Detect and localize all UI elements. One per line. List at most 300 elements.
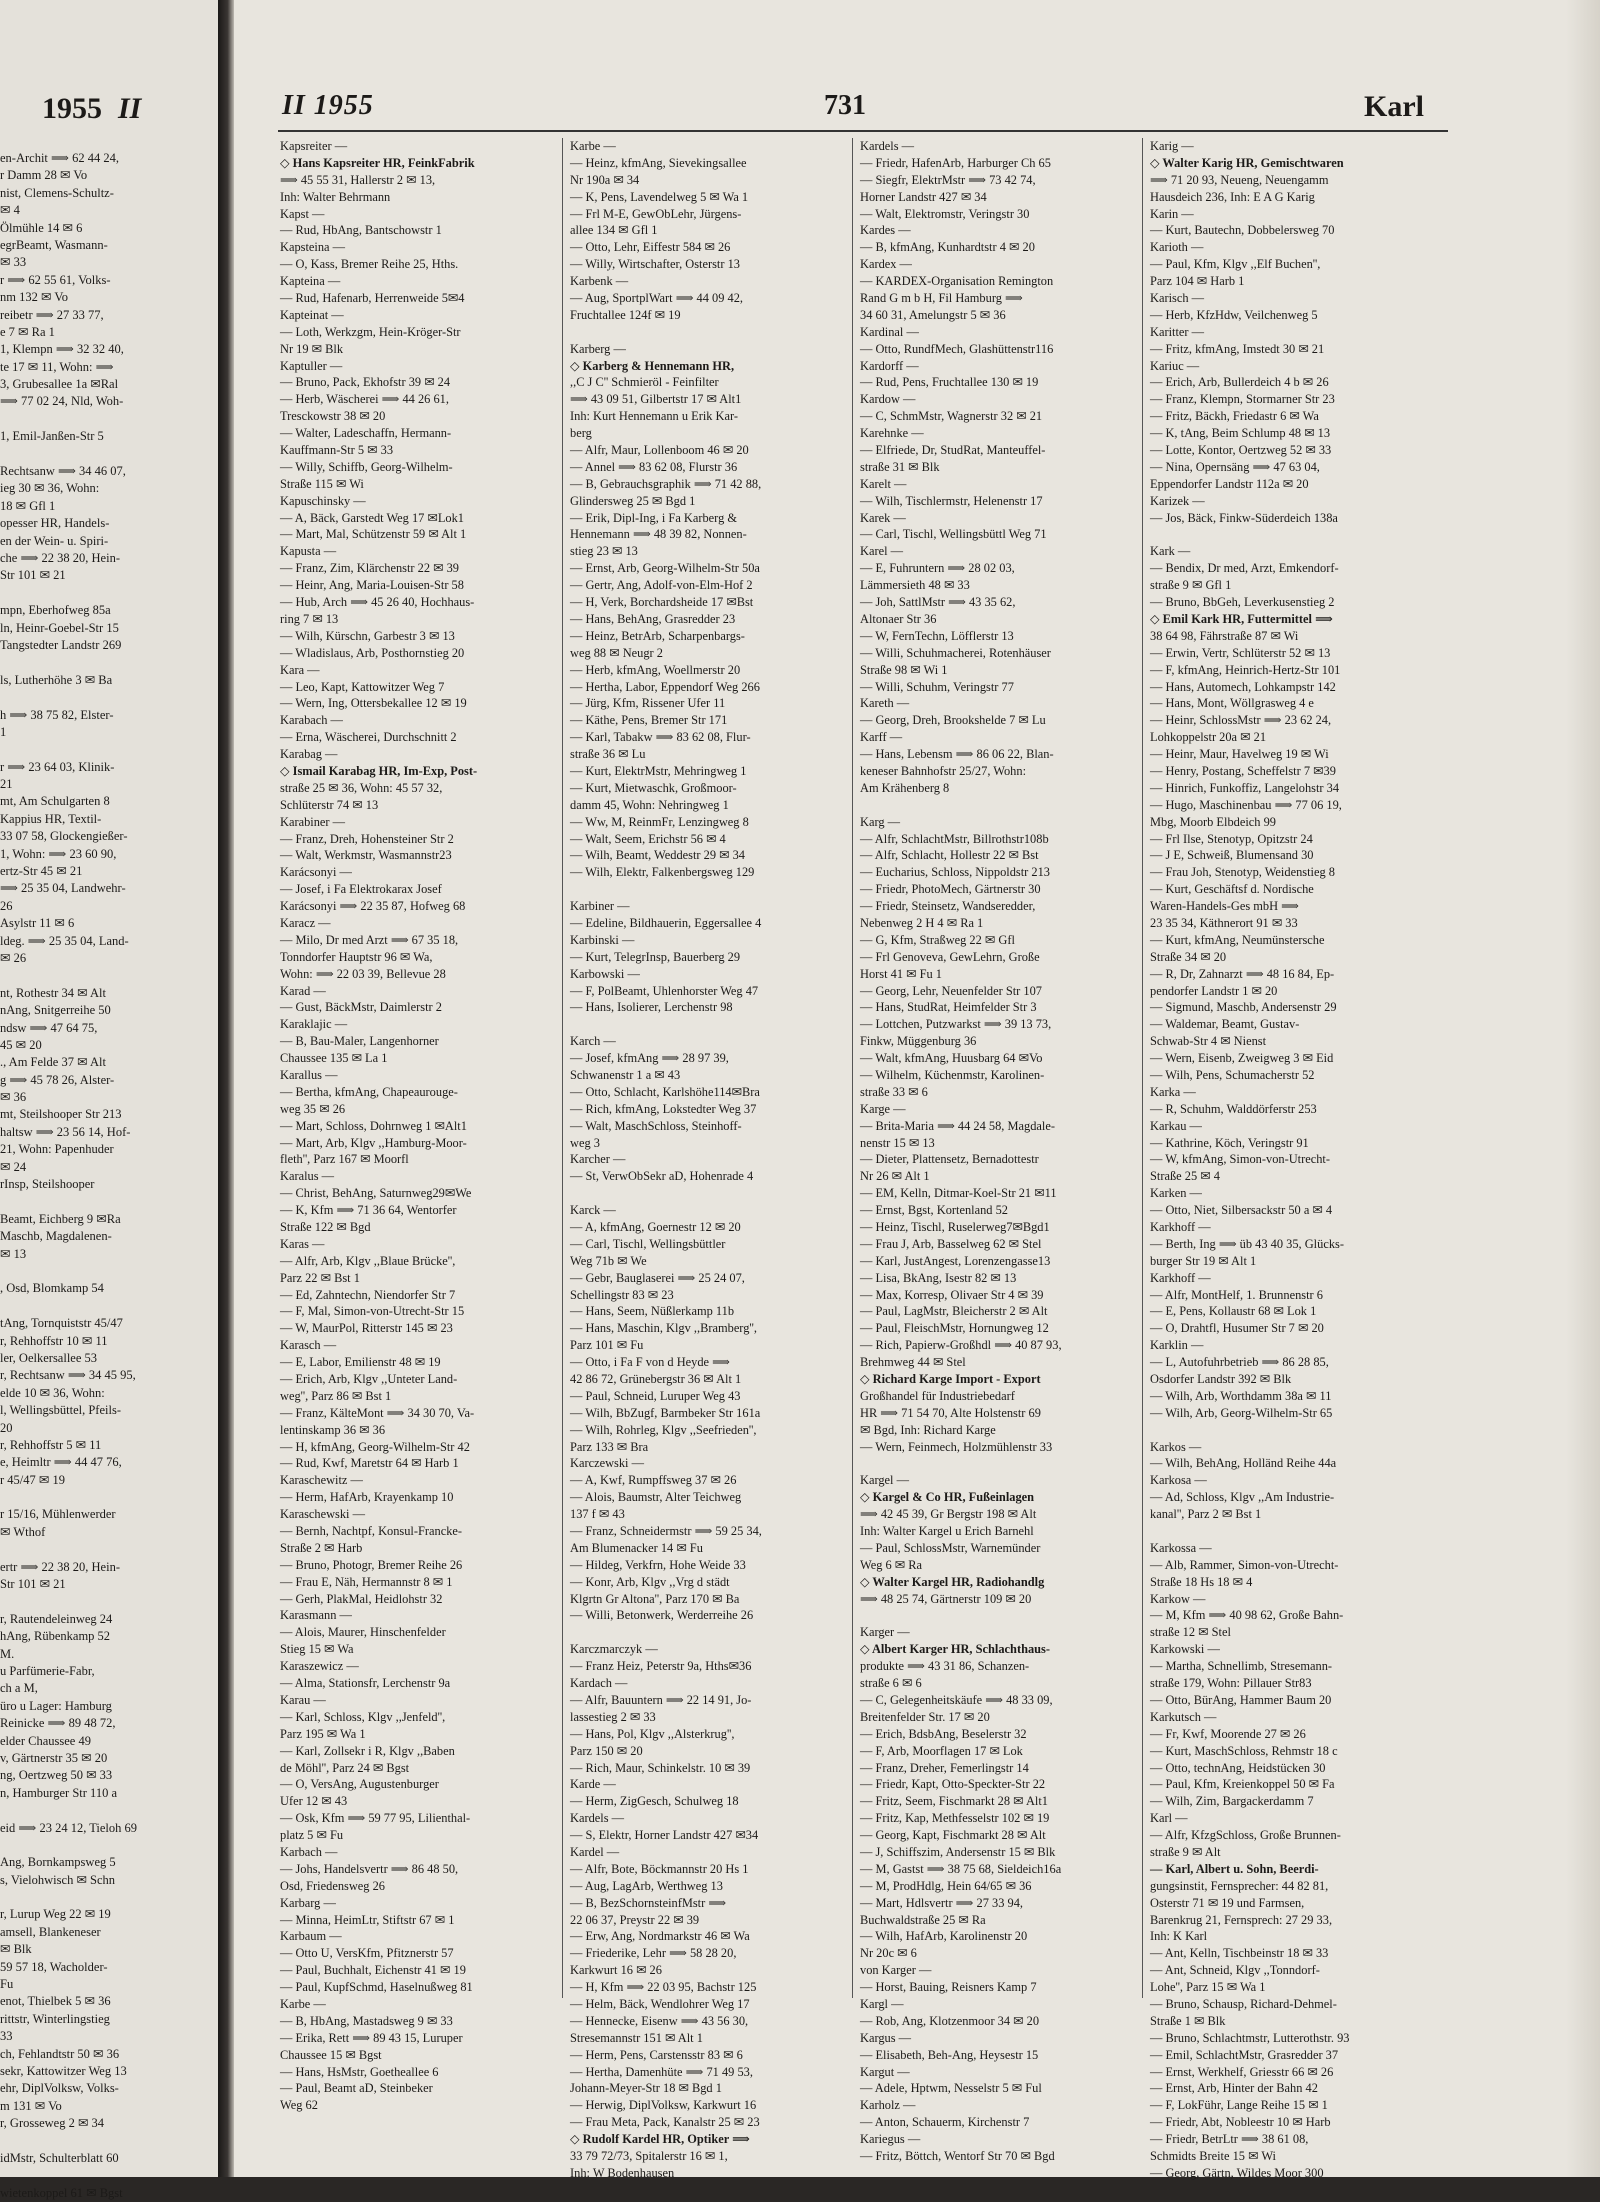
directory-entry-line: — Wilh, Kürschn, Garbestr 3 ✉ 13 <box>280 628 455 643</box>
directory-entry-line: Kardex — <box>860 257 912 272</box>
directory-entry-line: 42 86 72, Grünebergstr 36 ✉ Alt 1 <box>570 1372 742 1387</box>
directory-entry-line: — Alfr, Bote, Böckmannstr 20 Hs 1 <box>570 1861 749 1876</box>
directory-entry-line: Karaschewski — <box>280 1507 365 1522</box>
directory-entry-line: Weg 6 ✉ Ra <box>860 1557 923 1572</box>
directory-entry-line: — Kurt, kfmAng, Neumünstersche <box>1150 932 1325 947</box>
directory-entry-line: stieg 23 ✉ 13 <box>570 544 638 559</box>
directory-entry-line: Kariegus — <box>860 2132 921 2147</box>
directory-entry-line: — Rud, Hafenarb, Herrenweide 5✉4 <box>280 291 465 306</box>
left-page-line: ng, Oertzweg 50 ✉ 33 <box>0 1768 113 1783</box>
directory-entry-line: Karabach — <box>280 713 343 728</box>
directory-entry-line: Kapsteina — <box>280 240 346 255</box>
directory-entry-line: — H, kfmAng, Georg-Wilhelm-Str 42 <box>280 1439 470 1454</box>
directory-entry-line: — Henry, Postang, Scheffelstr 7 ✉39 <box>1150 763 1336 778</box>
directory-entry-line: Karioth — <box>1150 240 1204 255</box>
left-page-line: r, Rehhoffstr 5 ✉ 11 <box>0 1437 102 1452</box>
directory-entry-line: — Brita-Maria ⟹ 44 24 58, Magdale- <box>860 1118 1055 1133</box>
directory-entry-line: — Christ, BehAng, Saturnweg29✉We <box>280 1186 472 1201</box>
directory-entry-line: — R, Dr, Zahnarzt ⟹ 48 16 84, Ep- <box>1150 966 1335 981</box>
directory-entry-line: — Otto, Lehr, Eiffestr 584 ✉ 26 <box>570 240 731 255</box>
directory-entry-line: Mbg, Moorb Elbdeich 99 <box>1150 814 1276 829</box>
left-page-line: ieg 30 ✉ 36, Wohn: <box>0 481 100 496</box>
directory-entry-line: Parz 133 ✉ Bra <box>570 1439 649 1454</box>
directory-entry-line: — Bruno, Pack, Ekhofstr 39 ✉ 24 <box>280 375 451 390</box>
directory-entry-line: Altonaer Str 36 <box>860 611 937 626</box>
directory-entry-line: Karg — <box>860 814 901 829</box>
directory-entry-line: Karbe — <box>280 1996 326 2011</box>
directory-entry-line: — K, Pens, Lavendelweg 5 ✉ Wa 1 <box>570 189 749 204</box>
left-page-line: 21 <box>0 777 13 792</box>
directory-entry-line: — Aug, SportplWart ⟹ 44 09 42, <box>570 291 744 306</box>
directory-entry-line: — Lottchen, Putzwarkst ⟹ 39 13 73, <box>860 1017 1052 1032</box>
left-page-line: eid ⟹ 23 24 12, Tieloh 69 <box>0 1820 138 1835</box>
directory-entry-line: — Rud, Pens, Fruchtallee 130 ✉ 19 <box>860 375 1039 390</box>
directory-entry-line: — Loth, Werkzgm, Hein-Kröger-Str <box>280 324 461 339</box>
directory-entry-line: — Franz, Schneidermstr ⟹ 59 25 34, <box>570 1524 762 1539</box>
directory-entry-line: — Heinr, Ang, Maria-Louisen-Str 58 <box>280 578 464 593</box>
directory-entry-line: — L, Autofuhrbetrieb ⟹ 86 28 85, <box>1150 1355 1329 1370</box>
directory-entry-line: Schwanenstr 1 a ✉ 43 <box>570 1067 681 1082</box>
directory-entry-line: straße 33 ✉ 6 <box>860 1084 928 1099</box>
directory-entry-line: Karel — <box>860 544 904 559</box>
directory-entry-line: — J, Schiffszim, Andersenstr 15 ✉ Blk <box>860 1844 1056 1859</box>
directory-entry-line: Osdorfer Landstr 392 ✉ Blk <box>1150 1372 1292 1387</box>
directory-entry-line: — W, kfmAng, Simon-von-Utrecht- <box>1150 1152 1330 1167</box>
left-page-line: ✉ Wthof <box>0 1524 46 1539</box>
directory-entry-line: — Friedr, BetrLtr ⟹ 38 61 08, <box>1150 2132 1309 2147</box>
directory-entry-line: 34 60 31, Amelungstr 5 ✉ 36 <box>860 307 1006 322</box>
directory-entry-line: Straße 1 ✉ Blk <box>1150 2013 1226 2028</box>
directory-entry-line: Lämmersieth 48 ✉ 33 <box>860 578 970 593</box>
directory-entry-line: — E, Pens, Kollaustr 68 ✉ Lok 1 <box>1150 1304 1317 1319</box>
left-page-line: r, Rechtsanw ⟹ 34 45 95, <box>0 1368 136 1383</box>
directory-entry-line <box>860 1607 1130 1624</box>
directory-entry-line: — Alfr, Arb, Klgv ,,Blaue Brücke'', <box>280 1253 456 1268</box>
right-page <box>234 0 1600 2180</box>
directory-entry-line: — Hans, BehAng, Grasredder 23 <box>570 611 736 626</box>
directory-entry-line: — Rich, kfmAng, Lokstedter Weg 37 <box>570 1101 757 1116</box>
directory-entry-line: — Osk, Kfm ⟹ 59 77 95, Lilienthal- <box>280 1811 471 1826</box>
directory-entry-line: — Hans, Lebensm ⟹ 86 06 22, Blan- <box>860 747 1054 762</box>
left-page-line: idMstr, Schulterblatt 60 <box>0 2150 119 2165</box>
directory-entry-line: Karaszewicz — <box>280 1659 359 1674</box>
directory-entry-line: Horner Landstr 427 ✉ 34 <box>860 189 987 204</box>
directory-entry-line: — Kurt, Mietwaschk, Großmoor- <box>570 780 737 795</box>
directory-entry-line: Klgrtn Gr Altona'', Parz 170 ✉ Ba <box>570 1591 740 1606</box>
left-page-line: en der Wein- u. Spiri- <box>0 533 109 548</box>
directory-entry-line: ◇ Walter Karig HR, Gemischtwaren <box>1150 155 1344 170</box>
directory-entry-line: — Walt, Seem, Erichstr 56 ✉ 4 <box>570 831 726 846</box>
directory-entry-line: — Mart, Arb, Klgv ,,Hamburg-Moor- <box>280 1135 467 1150</box>
directory-entry-line: Kargl — <box>860 1996 904 2011</box>
directory-entry-line: HR ⟹ 71 54 70, Alte Holstenstr 69 <box>860 1405 1041 1420</box>
directory-entry-line: — Bruno, Photogr, Bremer Reihe 26 <box>280 1557 463 1572</box>
directory-entry-line: — J E, Schweiß, Blumensand 30 <box>1150 848 1314 863</box>
directory-entry-line: — H, Verk, Borchardsheide 17 ✉Bst <box>570 595 754 610</box>
directory-entry-line: Karch — <box>570 1034 616 1049</box>
directory-entry-line: — Paul, Schneid, Luruper Weg 43 <box>570 1388 741 1403</box>
directory-entry-line: Nr 26 ✉ Alt 1 <box>860 1169 930 1184</box>
directory-entry-line: Straße 34 ✉ 20 <box>1150 949 1227 964</box>
left-page-line: Rechtsanw ⟹ 34 46 07, <box>0 464 126 479</box>
directory-entry-line: Karaklajic — <box>280 1017 348 1032</box>
directory-entry-line: — Karl, JustAngest, Lorenzengasse13 <box>860 1253 1051 1268</box>
directory-entry-line: — Rich, Papierw-Großhdl ⟹ 40 87 93, <box>860 1338 1062 1353</box>
directory-entry-line: Kargel — <box>860 1473 909 1488</box>
directory-entry-line: Karbaum — <box>280 1929 342 1944</box>
directory-entry-line: Nr 190a ✉ 34 <box>570 172 640 187</box>
directory-entry-line: — Otto U, VersKfm, Pfitznerstr 57 <box>280 1946 454 1961</box>
directory-entry-line: — Georg, Dreh, Brookshelde 7 ✉ Lu <box>860 713 1046 728</box>
directory-entry-line: — Friederike, Lehr ⟹ 58 28 20, <box>570 1946 737 1961</box>
directory-entry-line: — Lisa, BkAng, Isestr 82 ✉ 13 <box>860 1270 1017 1285</box>
directory-entry-line: ◇ Ismail Karabag HR, Im-Exp, Post- <box>280 763 478 778</box>
directory-entry-line: Karkau — <box>1150 1118 1202 1133</box>
directory-entry-line: — Wilh, Rohrleg, Klgv ,,Seefrieden'', <box>570 1422 757 1437</box>
directory-entry-line: Kariuc — <box>1150 358 1200 373</box>
directory-entry-line: — B, HbAng, Mastadsweg 9 ✉ 33 <box>280 2013 453 2028</box>
directory-entry-line: — Heinr, SchlossMstr ⟹ 23 62 24, <box>1150 713 1332 728</box>
directory-entry-line: Kapusta — <box>280 544 337 559</box>
left-page-line: r 45/47 ✉ 19 <box>0 1472 65 1487</box>
directory-entry-line: Rand G m b H, Fil Hamburg ⟹ <box>860 291 1023 306</box>
left-page-line: en-Archit ⟹ 62 44 24, <box>0 151 119 165</box>
directory-entry-line: — Paul, KupfSchmd, Haselnußweg 81 <box>280 1980 473 1995</box>
left-page-line: nAng, Snitgerreihe 50 <box>0 1003 111 1018</box>
directory-entry-line: — Paul, Kfm, Kreienkoppel 50 ✉ Fa <box>1150 1777 1335 1792</box>
directory-entry-line: — Paul, FleischMstr, Hornungweg 12 <box>860 1321 1049 1336</box>
directory-entry-line: Karkhoff — <box>1150 1270 1211 1285</box>
directory-entry-line: straße 9 ✉ Gfl 1 <box>1150 578 1232 593</box>
directory-entry-line: Karck — <box>570 1203 616 1218</box>
directory-entry-line: — M, ProdHdlg, Hein 64/65 ✉ 36 <box>860 1878 1032 1893</box>
directory-entry-line: Karbe — <box>570 139 616 153</box>
directory-entry-line: pendorfer Landstr 1 ✉ 20 <box>1150 983 1278 998</box>
directory-entry-line: — Frl M-E, GewObLehr, Jürgens- <box>570 206 742 221</box>
left-page-line: te 17 ✉ 11, Wohn: ⟹ <box>0 359 114 374</box>
directory-entry-line: — Konr, Arb, Klgv ,,Vrg d städt <box>570 1574 730 1589</box>
directory-entry-line: — Hans, Maschin, Klgv ,,Bramberg'', <box>570 1321 757 1336</box>
left-page-line: ndsw ⟹ 47 64 75, <box>0 1020 98 1035</box>
left-page-line: 26 <box>0 898 13 913</box>
directory-entry-line: Kardes — <box>860 223 911 238</box>
directory-entry-line: — Franz, KälteMont ⟹ 34 30 70, Va- <box>280 1405 475 1420</box>
directory-entry-line: — Ernst, Bgst, Kortenland 52 <box>860 1203 1008 1218</box>
directory-entry-line: — Fr, Kwf, Moorende 27 ✉ 26 <box>1150 1726 1306 1741</box>
left-page-line: haltsw ⟹ 23 56 14, Hof- <box>0 1124 131 1139</box>
directory-entry-line <box>570 1624 840 1641</box>
directory-entry-line: — Franz, Dreher, Femerlingstr 14 <box>860 1760 1029 1775</box>
directory-entry-line: straße 31 ✉ Blk <box>860 459 940 474</box>
directory-entry-line: — B, kfmAng, Kunhardtstr 4 ✉ 20 <box>860 240 1035 255</box>
left-page-line: ✉ Blk <box>0 1942 32 1957</box>
left-page-line: ehr, DiplVolksw, Volks- <box>0 2081 119 2096</box>
directory-entry-line: — Carl, Tischl, Wellingsbüttler <box>570 1236 726 1251</box>
directory-entry-line: — Kurt, TelegrInsp, Bauerberg 29 <box>570 949 741 964</box>
left-page-line: e 7 ✉ Ra 1 <box>0 324 55 339</box>
directory-entry-line <box>570 1185 840 1202</box>
left-page-line: , Osd, Blomkamp 54 <box>0 1281 104 1296</box>
directory-entry-line: ◇ Rudolf Kardel HR, Optiker ⟹ <box>570 2132 750 2147</box>
directory-entry-line: — C, Gelegenheitskäufe ⟹ 48 33 09, <box>860 1692 1053 1707</box>
left-page-line: 59 57 18, Wacholder- <box>0 1959 108 1974</box>
left-page-line: wietenkoppel 61 ✉ Bgst <box>0 2185 123 2200</box>
directory-entry-line: Karabag — <box>280 747 338 762</box>
left-page-line <box>0 1541 212 1558</box>
directory-entry-line: straße 12 ✉ Stel <box>1150 1625 1231 1640</box>
directory-entry-line: — R, Schuhm, Walddörferstr 253 <box>1150 1101 1317 1116</box>
left-page-line: Str 101 ✉ 21 <box>0 568 66 583</box>
directory-entry-line: weg'', Parz 86 ✉ Bst 1 <box>280 1388 392 1403</box>
left-page-line: mt, Am Schulgarten 8 <box>0 794 110 809</box>
directory-entry-line: fleth'', Parz 167 ✉ Moorfl <box>280 1152 409 1167</box>
directory-entry-line: — Fritz, Seem, Fischmarkt 28 ✉ Alt1 <box>860 1794 1048 1809</box>
left-page-line <box>0 411 212 428</box>
directory-entry-line: Parz 195 ✉ Wa 1 <box>280 1726 366 1741</box>
directory-entry-line: Kapuschinsky — <box>280 493 366 508</box>
directory-entry-line: Kara — <box>280 662 320 677</box>
directory-entry-line: Karczewski — <box>570 1456 644 1471</box>
directory-entry-line: — Hinrich, Funkoffiz, Langelohstr 34 <box>1150 780 1340 795</box>
directory-entry-line: — Alois, Baumstr, Alter Teichweg <box>570 1490 742 1505</box>
directory-entry-line: — O, Kass, Bremer Reihe 25, Hths. <box>280 257 459 272</box>
directory-entry-line: — Adele, Hptwm, Nesselstr 5 ✉ Ful <box>860 2081 1042 2096</box>
directory-entry-line: — Hans, Pol, Klgv ,,Alsterkrug'', <box>570 1726 735 1741</box>
directory-entry-line: lentinskamp 36 ✉ 36 <box>280 1422 386 1437</box>
directory-entry-line: ⟹ 71 20 93, Neueng, Neuengamm <box>1150 172 1329 187</box>
directory-entry-line: — Hans, StudRat, Heimfelder Str 3 <box>860 1000 1037 1015</box>
directory-entry-line: — Franz, Klempn, Stormarner Str 23 <box>1150 392 1335 407</box>
directory-entry-line: Karberg — <box>570 341 626 356</box>
directory-entry-line: — Helm, Bäck, Wendlohrer Weg 17 <box>570 1996 750 2011</box>
left-page-line: ch, Fehlandtstr 50 ✉ 36 <box>0 2046 120 2061</box>
directory-entry-line: Kark — <box>1150 544 1191 559</box>
directory-entry-line: Barenkrug 21, Fernsprech: 27 29 33, <box>1150 1912 1333 1927</box>
directory-entry-line: Inh: K Karl <box>1150 1929 1208 1944</box>
directory-entry-line: kanal'', Parz 2 ✉ Bst 1 <box>1150 1507 1262 1522</box>
directory-entry-line: — Friedr, Kapt, Otto-Speckter-Str 22 <box>860 1777 1046 1792</box>
directory-entry-line: — Otto, Niet, Silbersackstr 50 a ✉ 4 <box>1150 1203 1333 1218</box>
directory-entry-line: 38 64 98, Fährstraße 87 ✉ Wi <box>1150 628 1299 643</box>
header-rule <box>278 130 1448 132</box>
directory-entry-line: — Eucharius, Schloss, Nippoldstr 213 <box>860 865 1050 880</box>
left-page-line: v, Gärtnerstr 35 ✉ 20 <box>0 1750 108 1765</box>
left-page-column <box>0 150 212 2202</box>
left-page-line: r, Grosseweg 2 ✉ 34 <box>0 2116 105 2131</box>
running-head-word: Karl <box>1364 90 1424 123</box>
directory-entry-line: — Heinr, Maur, Havelweg 19 ✉ Wi <box>1150 747 1329 762</box>
directory-entry-line: de Möhl'', Parz 24 ✉ Bgst <box>280 1760 410 1775</box>
directory-entry-line <box>860 1455 1130 1472</box>
directory-entry-line: Karehnke — <box>860 426 924 441</box>
directory-entry-line: — Otto, i Fa F von d Heyde ⟹ <box>570 1355 730 1370</box>
directory-entry-line: — Willi, Schuhmacherei, Rotenhäuser <box>860 645 1051 660</box>
directory-entry-line: Horst 41 ✉ Fu 1 <box>860 966 942 981</box>
left-page-line: ch a M, <box>0 1681 38 1696</box>
directory-entry-line: — Ant, Schneid, Klgv ,,Tonndorf- <box>1150 1963 1320 1978</box>
directory-entry-line: von Karger — <box>860 1963 932 1978</box>
directory-entry-line <box>1150 1422 1420 1439</box>
directory-entry-line: — A, Kwf, Rumpffsweg 37 ✉ 26 <box>570 1473 737 1488</box>
directory-entry-line: — C, SchmMstr, Wagnerstr 32 ✉ 21 <box>860 409 1043 424</box>
left-page-line: elde 10 ✉ 36, Wohn: <box>0 1385 105 1400</box>
directory-entry-line: — Kurt, MaschSchloss, Rehmstr 18 c <box>1150 1743 1338 1758</box>
directory-entry-line: — Gebr, Bauglaserei ⟹ 25 24 07, <box>570 1270 745 1285</box>
left-page-line: h ⟹ 38 75 82, Elster- <box>0 707 114 722</box>
directory-entry-line: — Willi, Betonwerk, Werderreihe 26 <box>570 1608 754 1623</box>
directory-entry-line: — Otto, BürAng, Hammer Baum 20 <box>1150 1692 1332 1707</box>
directory-entry-line: Kardels — <box>570 1811 625 1826</box>
left-page-line: ✉ 13 <box>0 1246 27 1261</box>
directory-entry-line: Großhandel für Industriebedarf <box>860 1388 1015 1403</box>
directory-entry-line: — Emil, SchlachtMstr, Grasredder 37 <box>1150 2047 1339 2062</box>
directory-entry-line: Karkosa — <box>1150 1473 1207 1488</box>
directory-entry-line: — Elisabeth, Beh-Ang, Heysestr 15 <box>860 2047 1039 2062</box>
directory-entry-line: Karin — <box>1150 206 1194 221</box>
directory-entry-line: — Rud, Kwf, Maretstr 64 ✉ Harb 1 <box>280 1456 459 1471</box>
directory-entry-line: — Hugo, Maschinenbau ⟹ 77 06 19, <box>1150 797 1342 812</box>
directory-entry-line: Glindersweg 25 ✉ Bgd 1 <box>570 493 696 508</box>
directory-entry-line: ring 7 ✉ 13 <box>280 611 339 626</box>
directory-entry-line: — B, Gebrauchsgraphik ⟹ 71 42 88, <box>570 476 762 491</box>
left-page-line: mpn, Eberhofweg 85a <box>0 603 111 618</box>
directory-entry-line: — Wilh, Tischlermstr, Helenenstr 17 <box>860 493 1043 508</box>
directory-entry-line <box>1150 1523 1420 1540</box>
left-page-line: Beamt, Eichberg 9 ✉Ra <box>0 1211 121 1226</box>
directory-entry-line: — Herm, Pens, Carstensstr 83 ✉ 6 <box>570 2047 743 2062</box>
directory-entry-line: — Rich, Maur, Schinkelstr. 10 ✉ 39 <box>570 1760 751 1775</box>
left-page-line <box>0 2133 212 2150</box>
directory-entry-line: — Walt, Werkmstr, Wasmannstr23 <box>280 848 452 863</box>
page-number: 731 <box>824 90 866 121</box>
left-page-line <box>0 967 212 984</box>
left-page-line: nt, Rothestr 34 ✉ Alt <box>0 985 106 1000</box>
left-page-line <box>0 585 212 602</box>
directory-entry-line: — M, Kfm ⟹ 40 98 62, Große Bahn- <box>1150 1608 1344 1623</box>
left-page-line: 20 <box>0 1420 13 1435</box>
directory-entry-line: — Franz, Zim, Klärchenstr 22 ✉ 39 <box>280 561 459 576</box>
directory-entry-line: ⟹ 43 09 51, Gilbertstr 17 ✉ Alt1 <box>570 392 742 407</box>
left-page-line: sekr, Kattowitzer Weg 13 <box>0 2063 127 2078</box>
left-page-line: Ölmühle 14 ✉ 6 <box>0 220 83 235</box>
directory-entry-line: — Anton, Schauerm, Kirchenstr 7 <box>860 2115 1030 2130</box>
directory-entry-line: Karbarg — <box>280 1895 336 1910</box>
directory-entry-line: Karken — <box>1150 1186 1202 1201</box>
directory-entry-line: keneser Bahnhofstr 25/27, Wohn: <box>860 763 1027 778</box>
directory-entry-line: — Ant, Kelln, Tischbeinstr 18 ✉ 33 <box>1150 1946 1329 1961</box>
directory-entry-line: — B, Bau-Maler, Langenhorner <box>280 1034 439 1049</box>
directory-entry-line: Hennemann ⟹ 48 39 82, Nonnen- <box>570 527 747 542</box>
left-page-line: s, Vielohwisch ✉ Schn <box>0 1872 116 1887</box>
directory-entry-line: Karge — <box>860 1101 906 1116</box>
left-page-line <box>0 1889 212 1906</box>
directory-entry-line: — Ww, M, ReinmFr, Lenzingweg 8 <box>570 814 749 829</box>
directory-entry-line: Karácsonyi ⟹ 22 35 87, Hofweg 68 <box>280 899 466 914</box>
directory-entry-line: Kargus — <box>860 2030 912 2045</box>
directory-entry-line: — Wern, Ing, Ottersbekallee 12 ✉ 19 <box>280 696 467 711</box>
directory-entry-line: — Ernst, Arb, Georg-Wilhelm-Str 50a <box>570 561 760 576</box>
page-edge <box>1566 0 1600 2177</box>
directory-entry-line: ⟹ 42 45 39, Gr Bergstr 198 ✉ Alt <box>860 1507 1037 1522</box>
left-page-line: ⟹ 77 02 24, Nld, Woh- <box>0 394 124 409</box>
left-page-line: enot, Thielbek 5 ✉ 36 <box>0 1994 111 2009</box>
directory-entry-line: — Friedr, Steinsetz, Wandseredder, <box>860 899 1036 914</box>
directory-entry-line: Am Krähenberg 8 <box>860 780 950 795</box>
directory-entry-line: — E, Labor, Emilienstr 48 ✉ 19 <box>280 1355 441 1370</box>
directory-entry-line: — Hans, Isolierer, Lerchenstr 98 <box>570 1000 733 1015</box>
directory-entry-line: Karisch — <box>1150 291 1205 306</box>
directory-entry-line: — A, Bäck, Garstedt Weg 17 ✉Lok1 <box>280 510 464 525</box>
directory-entry-line: — Edeline, Bildhauerin, Eggersallee 4 <box>570 915 762 930</box>
directory-entry-line: Stresemannstr 151 ✉ Alt 1 <box>570 2030 703 2045</box>
directory-entry-line: Karbach — <box>280 1844 338 1859</box>
directory-entry-line: — Frau E, Näh, Hermannstr 8 ✉ 1 <box>280 1574 453 1589</box>
directory-entry-line: — Joh, SattlMstr ⟹ 43 35 62, <box>860 595 1016 610</box>
left-page-line: ✉ 36 <box>0 1090 27 1105</box>
directory-entry-line: — F, Arb, Moorflagen 17 ✉ Lok <box>860 1743 1023 1758</box>
directory-entry-line: Karad — <box>280 983 326 998</box>
directory-entry-line: — Heinz, Tischl, Ruselerweg7✉Bgd1 <box>860 1220 1050 1234</box>
directory-entry-line: — Siegfr, ElektrMstr ⟹ 73 42 74, <box>860 172 1036 187</box>
left-page-line: reibetr ⟹ 27 33 77, <box>0 307 104 322</box>
directory-entry-line: — S, Elektr, Horner Landstr 427 ✉34 <box>570 1828 759 1843</box>
column-divider <box>852 138 853 1998</box>
left-page-line: ertr ⟹ 22 38 20, Hein- <box>0 1559 120 1574</box>
directory-entry-line: — Willy, Schiffb, Georg-Wilhelm- <box>280 459 453 474</box>
directory-entry-line: straße 9 ✉ Alt <box>1150 1844 1221 1859</box>
left-page-line: Kappius HR, Textil- <box>0 811 102 826</box>
directory-entry-line: — Kurt, Bautechn, Dobbelersweg 70 <box>1150 223 1335 238</box>
left-page-line: Fu <box>0 1977 14 1992</box>
left-page-line: 1, Klempn ⟹ 32 32 40, <box>0 342 124 357</box>
directory-entry-line: — K, tAng, Beim Schlump 48 ✉ 13 <box>1150 426 1331 441</box>
directory-entry-line: — Friedr, Abt, Nobleestr 10 ✉ Harb <box>1150 2115 1331 2130</box>
directory-column-2 <box>570 138 840 2182</box>
left-page-line <box>0 689 212 706</box>
directory-column-4 <box>1150 138 1420 2182</box>
directory-entry-line: — Erna, Wäscherei, Durchschnitt 2 <box>280 730 457 745</box>
directory-entry-line: — Dieter, Plattensetz, Bernadottestr <box>860 1152 1039 1167</box>
directory-entry-line: Kardel — <box>570 1844 620 1859</box>
directory-entry-line <box>570 324 840 341</box>
directory-entry-line: Osd, Friedensweg 26 <box>280 1878 385 1893</box>
directory-entry-line: Inh: Walter Behrmann <box>280 189 391 204</box>
directory-entry-line: Karkow — <box>1150 1591 1206 1606</box>
directory-entry-line: Kardow — <box>860 392 916 407</box>
directory-entry-line: — Georg, Lehr, Neuenfelder Str 107 <box>860 983 1042 998</box>
directory-entry-line: Parz 104 ✉ Harb 1 <box>1150 274 1245 289</box>
directory-entry-line: Buchwaldstraße 25 ✉ Ra <box>860 1912 986 1927</box>
directory-entry-line: — Kurt, ElektrMstr, Mehringweg 1 <box>570 763 747 778</box>
left-page-line <box>0 1489 212 1506</box>
directory-entry-line: — Otto, Schlacht, Karlshöhe114✉Bra <box>570 1084 760 1099</box>
directory-entry-line: — Friedr, HafenArb, Harburger Ch 65 <box>860 155 1051 170</box>
directory-entry-line: — Herm, HafArb, Krayenkamp 10 <box>280 1490 454 1505</box>
directory-entry-line: — Herb, KfzHdw, Veilchenweg 5 <box>1150 307 1318 322</box>
left-page-line: r ⟹ 62 55 61, Volks- <box>0 272 111 287</box>
directory-entry-line: — Martha, Schnellimb, Stresemann- <box>1150 1659 1333 1674</box>
directory-entry-line: Kardorff — <box>860 358 919 373</box>
left-page-line: elder Chaussee 49 <box>0 1733 91 1748</box>
directory-entry-line: ◇ Richard Karge Import - Export <box>860 1372 1041 1387</box>
directory-entry-line: Wohn: ⟹ 22 03 39, Bellevue 28 <box>280 966 446 981</box>
directory-entry-line: nenstr 15 ✉ 13 <box>860 1135 935 1150</box>
directory-entry-line: ⟹ 48 25 74, Gärtnerstr 109 ✉ 20 <box>860 1591 1032 1606</box>
directory-entry-line: — Frau Meta, Pack, Kanalstr 25 ✉ 23 <box>570 2115 760 2130</box>
directory-entry-line: Karácsonyi — <box>280 865 352 880</box>
directory-entry-line: — Herb, kfmAng, Woellmerstr 20 <box>570 662 741 677</box>
directory-entry-line: — F, kfmAng, Heinrich-Hertz-Str 101 <box>1150 662 1341 677</box>
